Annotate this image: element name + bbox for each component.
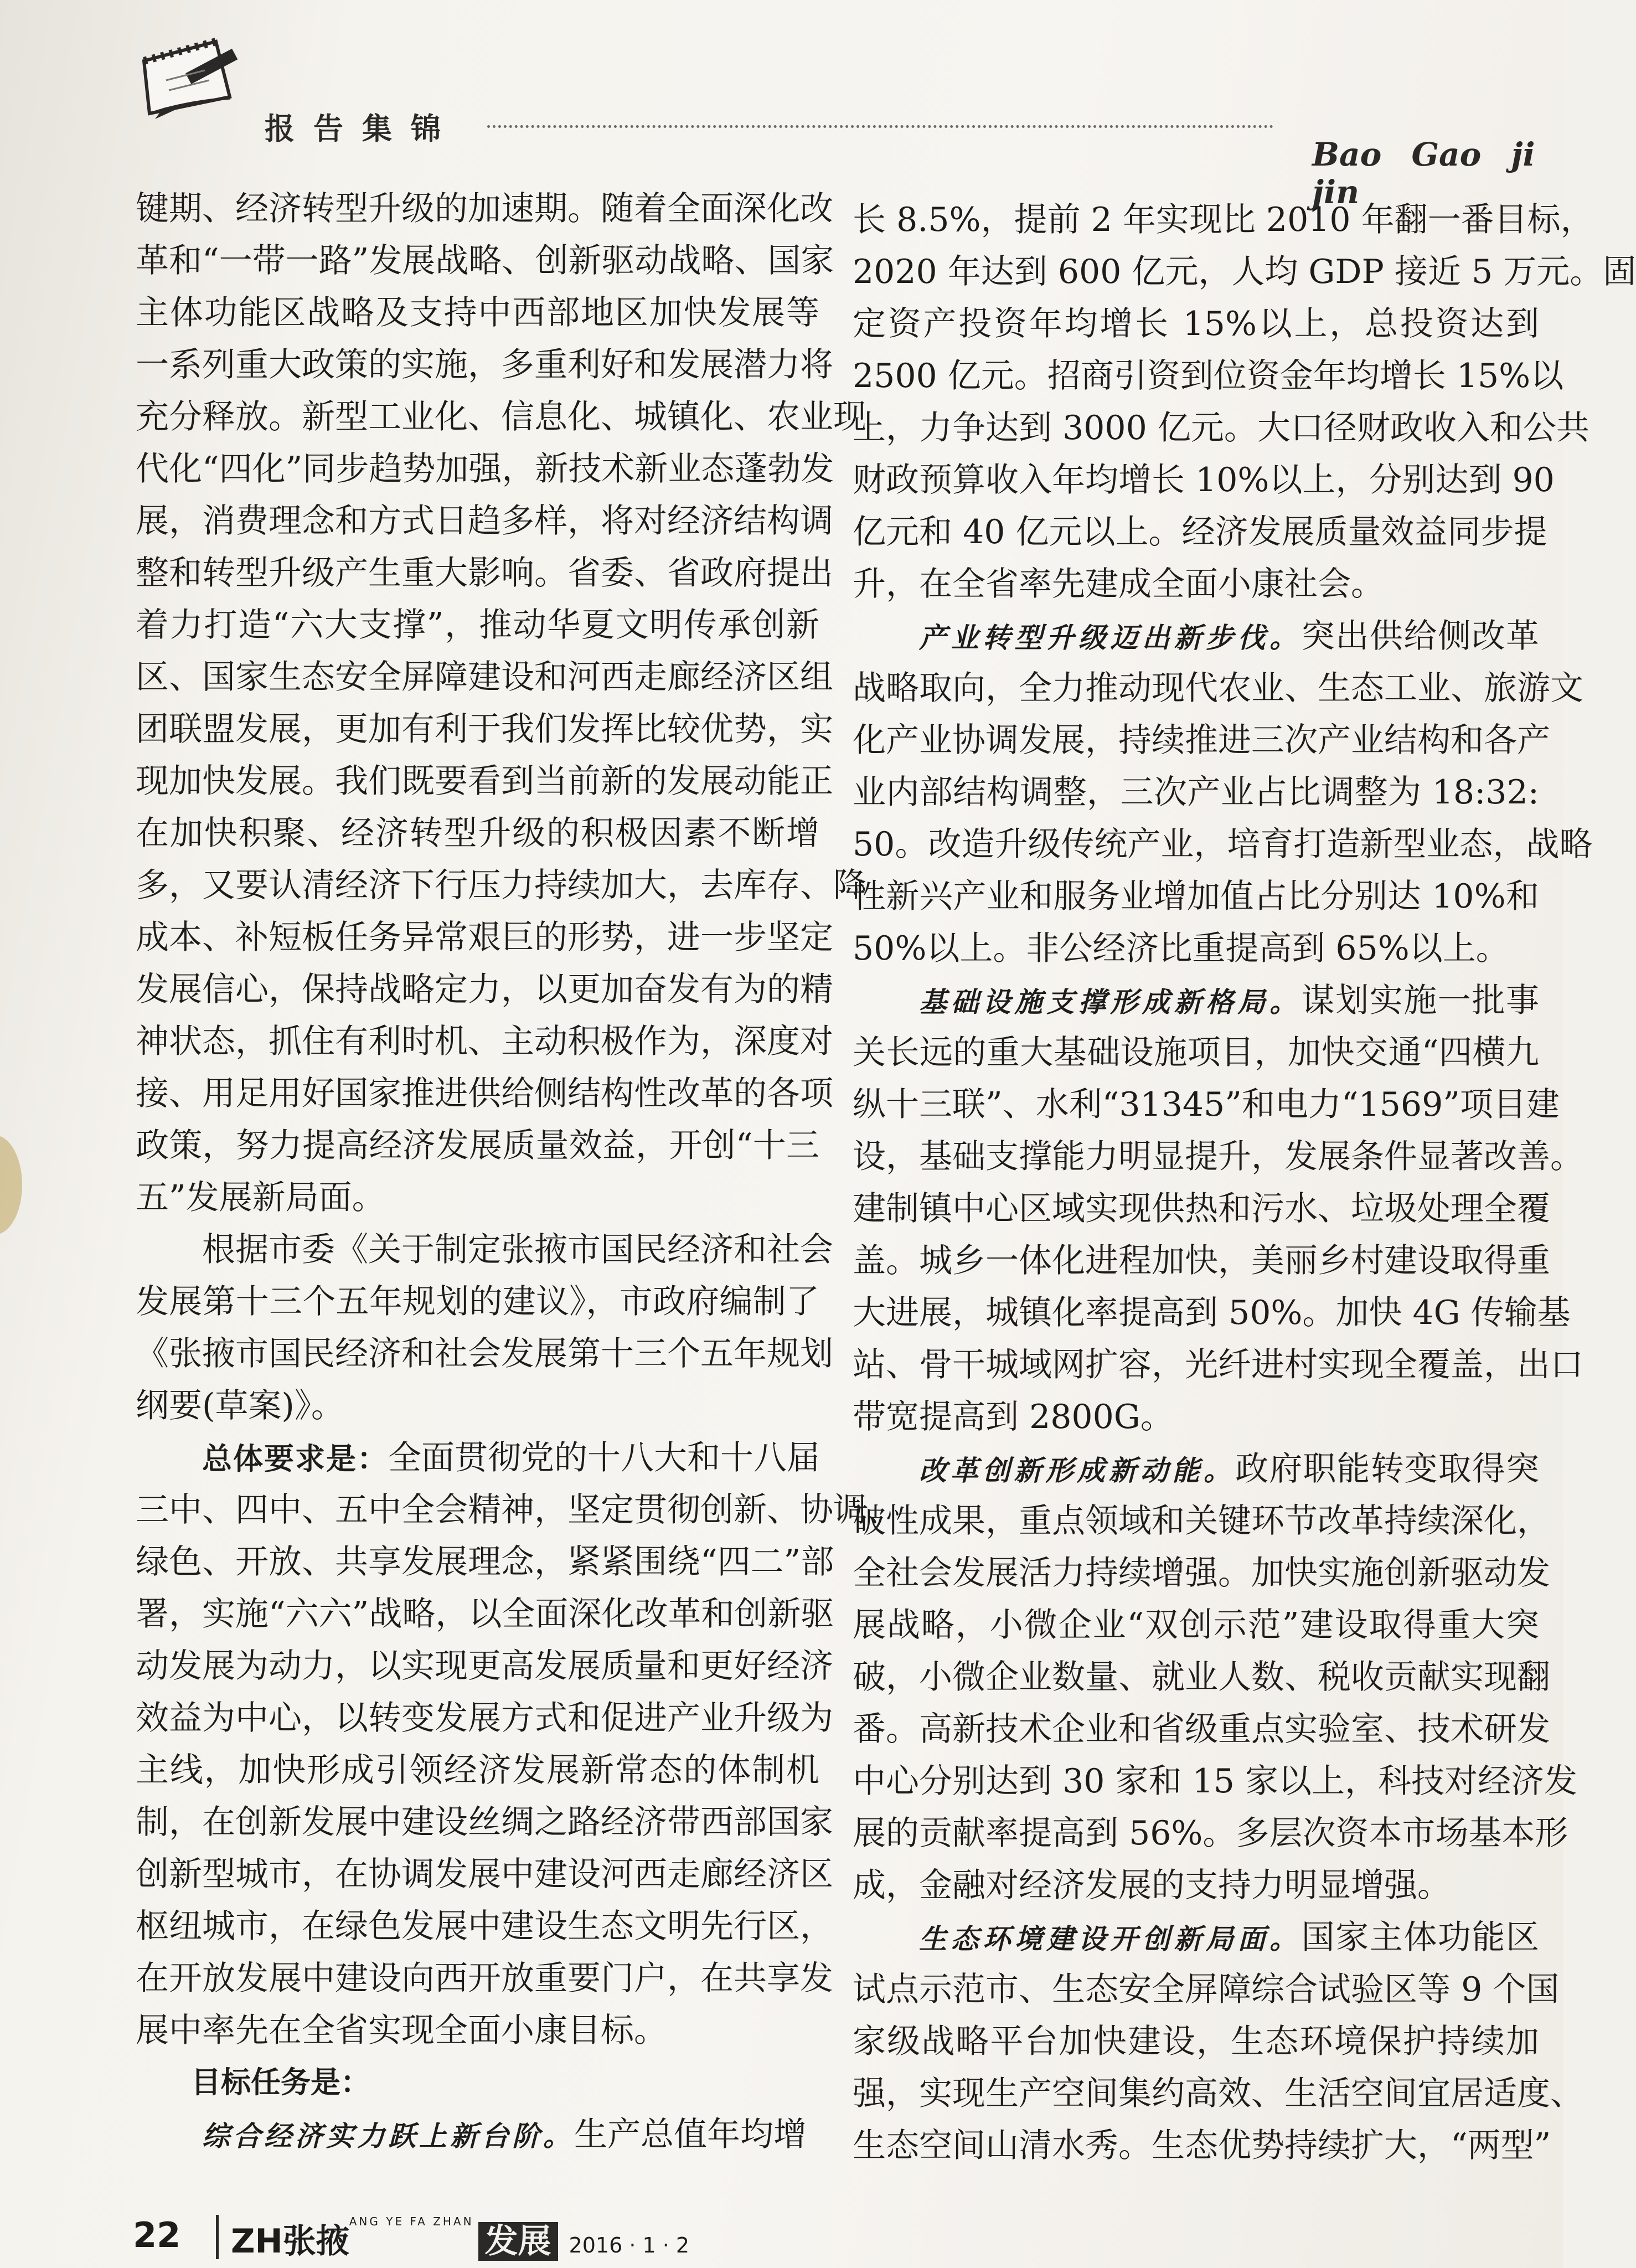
text-line: 发展第十三个五年规划的建议》，市政府编制了	[136, 1282, 819, 1321]
magazine-name-part: 张	[282, 2222, 316, 2261]
text-line: 枢纽城市，在绿色发展中建设生态文明先行区，	[136, 1907, 833, 1946]
text-line: 主体功能区战略及支持中西部地区加快发展等	[136, 293, 819, 332]
text-line: 大进展，城镇化率提高到 50%。加快 4G 传输基	[853, 1293, 1571, 1332]
text-line: 着力打造“六大支撑”，推动华夏文明传承创新	[136, 606, 819, 645]
text-line: 纵十三联”、水利“31345”和电力“1569”项目建	[853, 1085, 1560, 1124]
text-line-body: 政府职能转变取得突	[1235, 1450, 1540, 1488]
text-line: 动发展为动力，以实现更高发展质量和更好经济	[136, 1647, 833, 1685]
text-line: 强，实现生产空间集约高效、生活空间宜居适度、	[853, 2074, 1583, 2113]
text-line: 展中率先在全省实现全面小康目标。	[136, 2011, 667, 2050]
text-line-body: 全面贯彻党的十八大和十八届	[388, 1439, 820, 1477]
text-line: 现加快发展。我们既要看到当前新的发展动能正	[136, 762, 833, 801]
text-line: 一系列重大政策的实施，多重利好和发展潜力将	[136, 346, 833, 384]
text-line: 试点示范市、生态安全屏障综合试验区等 9 个国	[853, 1970, 1560, 2009]
text-line: 主线，加快形成引领经济发展新常态的体制机	[136, 1751, 819, 1790]
issue-number: 2016 · 1 · 2	[569, 2233, 690, 2257]
text-line	[136, 1432, 819, 1484]
subhead-industrial-upgrade: 产业转型升级迈出新步伐。	[919, 622, 1302, 654]
lead-overall-requirements: 总体要求是：	[202, 1441, 388, 1476]
page-number: 22	[133, 2215, 181, 2255]
paragraph-economic-strength	[136, 2109, 819, 2161]
paragraph-infrastructure	[853, 975, 1583, 1443]
section-title-latin: Bao Gao ji jin	[1312, 136, 1535, 211]
text-line: 升，在全省率先建成全面小康社会。	[853, 565, 1384, 604]
right-column	[853, 194, 1636, 2172]
text-line: 接、用足用好国家推进供给侧结构性改革的各项	[136, 1074, 833, 1113]
text-line: 效益为中心，以转变发展方式和促进产业升级为	[136, 1699, 833, 1738]
text-line: 五”发展新局面。	[136, 1178, 385, 1217]
text-line: 创新型城市，在协调发展中建设河西走廊经济区	[136, 1855, 833, 1894]
subhead-reform-innovation: 改革创新形成新动能。	[919, 1455, 1236, 1487]
text-line: 设，基础支撑能力明显提升，发展条件显著改善。	[853, 1137, 1583, 1176]
paragraph-growth-targets	[853, 194, 1636, 610]
text-line: 化产业协调发展，持续推进三次产业结构和各产	[853, 721, 1550, 760]
paragraph-opportunities	[136, 183, 866, 1224]
text-line: 亿元和 40 亿元以上。经济发展质量效益同步提	[853, 513, 1547, 551]
text-line: 成，金融对经济发展的支持力明显增强。	[853, 1866, 1451, 1905]
text-line: 性新兴产业和服务业增加值占比分别达 10%和	[853, 877, 1539, 916]
paragraph-industrial-upgrade	[853, 610, 1593, 975]
text-line: 50。改造升级传统产业，培育打造新型业态，战略	[853, 825, 1593, 864]
text-line: 发展信心，保持战略定力，以更加奋发有为的精	[136, 970, 833, 1009]
text-line: 成本、补短板任务异常艰巨的形势，进一步坚定	[136, 918, 833, 957]
text-line-body: 突出供给侧改革	[1301, 617, 1540, 656]
text-line: 展的贡献率提高到 56%。多层次资本市场基本形	[853, 1814, 1568, 1853]
text-line: 破性成果，重点领域和关键环节改革持续深化，	[853, 1502, 1550, 1540]
text-line: 长 8.5%，提前 2 年实现比 2010 年翻一番目标，	[853, 200, 1594, 239]
text-line: 在加快积聚、经济转型升级的积极因素不断增	[136, 814, 819, 853]
paragraph-reform-innovation	[853, 1443, 1577, 1911]
text-line: 中心分别达到 30 家和 15 家以上，科技对经济发	[853, 1762, 1577, 1801]
text-line: 盖。城乡一体化进程加快，美丽乡村建设取得重	[853, 1241, 1550, 1280]
text-line: 键期、经济转型升级的加速期。随着全面深化改	[136, 189, 833, 228]
magazine-zh: ZH	[231, 2222, 283, 2261]
text-line: 政策，努力提高经济发展质量效益，开创“十三	[136, 1126, 819, 1165]
text-line: 团联盟发展，更加有利于我们发挥比较优势，实	[136, 710, 833, 749]
text-line: 区、国家生态安全屏障建设和河西走廊经济区组	[136, 658, 833, 697]
text-line: 三中、四中、五中全会精神，坚定贯彻创新、协调、	[136, 1491, 900, 1529]
text-line: 关长远的重大基础设施项目，加快交通“四横九	[853, 1033, 1539, 1072]
paragraph-plan-outline	[136, 1224, 833, 1432]
text-line: 战略取向，全力推动现代农业、生态工业、旅游文	[853, 669, 1583, 708]
heading-targets: 目标任务是：	[191, 2065, 370, 2100]
text-line	[136, 2109, 819, 2161]
magazine-name-part: 发展	[478, 2222, 558, 2261]
text-line	[853, 1443, 1539, 1495]
text-line: 定资产投资年均增长 15%以上，总投资达到	[853, 305, 1539, 343]
text-line: 绿色、开放、共享发展理念，紧紧围绕“四二”部	[136, 1543, 834, 1581]
magazine-name-part: 掖	[316, 2222, 349, 2261]
text-line: 根据市委《关于制定张掖市国民经济和社会	[202, 1230, 833, 1269]
text-line: 站、骨干城域网扩容，光纤进村实现全覆盖，出口	[853, 1346, 1583, 1384]
text-line-body: 谋划实施一批事	[1301, 981, 1540, 1020]
subhead-infrastructure: 基础设施支撑形成新格局。	[919, 986, 1302, 1018]
text-line: 财政预算收入年均增长 10%以上，分别达到 90	[853, 461, 1555, 499]
header-divider	[487, 125, 1273, 128]
magazine-masthead	[216, 2215, 689, 2259]
subhead-ecology: 生态环境建设开创新局面。	[919, 1923, 1302, 1955]
text-line: 纲要(草案)》。	[136, 1386, 344, 1425]
text-line: 神状态，抓住有利时机、主动积极作为，深度对	[136, 1022, 833, 1061]
text-line: 革和“一带一路”发展战略、创新驱动战略、国家	[136, 241, 834, 280]
paragraph-ecology	[853, 1911, 1583, 2172]
text-line: 业内部结构调整，三次产业占比调整为 18:32:	[853, 773, 1539, 812]
text-line: 生态空间山清水秀。生态优势持续扩大，“两型”	[853, 2126, 1551, 2165]
text-line: 制，在创新发展中建设丝绸之路经济带西部国家	[136, 1803, 833, 1842]
text-line: 代化“四化”同步趋势加强，新技术新业态蓬勃发	[136, 450, 834, 488]
text-line: 50%以上。非公经济比重提高到 65%以上。	[853, 929, 1509, 968]
text-line: 展，消费理念和方式日趋多样，将对经济结构调	[136, 502, 833, 540]
text-line: 破，小微企业数量、就业人数、税收贡献实现翻	[853, 1658, 1550, 1697]
text-line	[853, 1911, 1539, 1963]
left-column	[136, 183, 900, 2161]
section-title: 报告集锦	[265, 111, 460, 146]
text-line	[853, 975, 1539, 1027]
text-line: 2020 年达到 600 亿元，人均 GDP 接近 5 万元。固	[853, 252, 1636, 291]
text-line: 上，力争达到 3000 亿元。大口径财政收入和公共	[853, 409, 1589, 447]
text-line: 全社会发展活力持续增强。加快实施创新驱动发	[853, 1554, 1550, 1592]
text-line: 署，实施“六六”战略，以全面深化改革和创新驱	[136, 1595, 834, 1633]
text-line: 整和转型升级产生重大影响。省委、省政府提出	[136, 554, 833, 592]
text-line: 充分释放。新型工业化、信息化、城镇化、农业现	[136, 398, 866, 436]
subhead-economic-strength: 综合经济实力跃上新台阶。	[202, 2120, 574, 2152]
text-line: 建制镇中心区域实现供热和污水、垃圾处理全覆	[853, 1189, 1550, 1228]
text-line: 带宽提高到 2800G。	[853, 1398, 1174, 1436]
magazine-pinyin: ANG YE FA ZHAN	[349, 2215, 474, 2228]
text-line-body: 生产总值年均增	[574, 2115, 807, 2154]
notepad-pencil-icon	[133, 30, 244, 125]
text-line: 展战略，小微企业“双创示范”建设取得重大突	[853, 1606, 1539, 1645]
text-line: 番。高新技术企业和省级重点实验室、技术研发	[853, 1710, 1550, 1749]
text-line: 多，又要认清经济下行压力持续加大，去库存、降	[136, 866, 866, 905]
paragraph-overall-requirements	[136, 1432, 900, 2056]
text-line: 2500 亿元。招商引资到位资金年均增长 15%以	[853, 357, 1564, 395]
text-line: 《张掖市国民经济和社会发展第十三个五年规划	[136, 1334, 833, 1373]
text-line	[853, 610, 1539, 662]
text-line: 在开放发展中建设向西开放重要门户，在共享发	[136, 1959, 833, 1998]
text-line-body: 国家主体功能区	[1301, 1918, 1540, 1957]
text-line: 家级战略平台加快建设，生态环境保护持续加	[853, 2022, 1539, 2061]
